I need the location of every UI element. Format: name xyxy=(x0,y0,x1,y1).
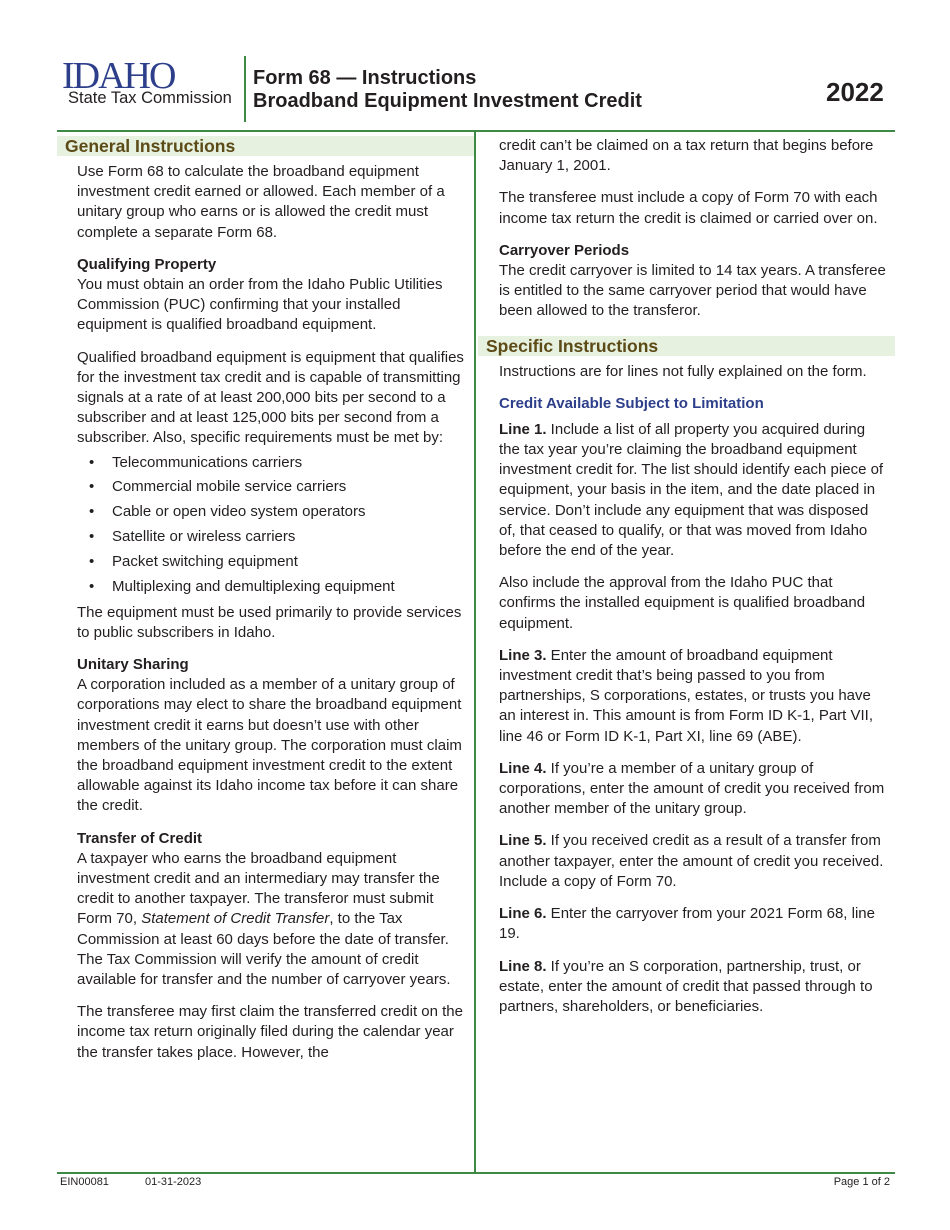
specific-intro-paragraph: Instructions are for lines not fully explained on the form. xyxy=(499,362,867,380)
general-instructions-heading: General Instructions xyxy=(57,136,474,156)
puc-approval-paragraph: Also include the approval from the Idaho PUC that confirms the installed equipment is qualified broadband equipment. xyxy=(499,574,866,632)
header-rule xyxy=(57,130,895,132)
column-divider xyxy=(474,132,476,1172)
credit-available-heading: Credit Available Subject to Limitation xyxy=(499,394,764,412)
qualifying-property-text: You must obtain an order from the Idaho Public Utilities Commission (PUC) confirming that your installed equipment is qualified broadband equipment. xyxy=(77,276,443,334)
list-item: • Packet switching equipment xyxy=(89,552,298,570)
intro-paragraph: Use Form 68 to calculate the broadband equipment investment credit earned or allowed. Each member of a unitary group who earns or is allowed the credit must complete a separate Form 68. xyxy=(77,163,445,241)
bullet-icon: • xyxy=(89,577,95,595)
bullet-icon: • xyxy=(89,453,95,471)
form-year: 2022 xyxy=(826,77,884,107)
bullet-icon: • xyxy=(89,503,95,521)
line-8-instruction: Line 8. If you’re an S corporation, partnership, trust, or estate, enter the amount of credit that passed through to partners, shareholders, or beneficiaries. xyxy=(499,957,873,1015)
carryover-periods-text: The credit carryover is limited to 14 tax years. A transferee is entitled to the same carryover period that would have been allowed to the transferor. xyxy=(499,262,886,320)
list-item: • Multiplexing and demultiplexing equipment xyxy=(89,577,395,595)
idaho-logo xyxy=(60,56,240,116)
qualifying-property-heading: Qualifying Property xyxy=(77,255,217,273)
unitary-sharing-section xyxy=(77,655,468,817)
unitary-sharing-text: A corporation included as a member of a unitary group of corporations may elect to share the broadband equipment investment credit it earns but doesn’t use with other members of the unitary group. The corporation must claim the broadband equipment investment credit to the extent allowable against its Idaho income tax before it can share the credit. xyxy=(77,676,462,815)
line-1-instruction: Line 1. Include a list of all property you acquired during the tax year you’re claiming the broadband equipment investment credit for. The list should identify each piece of equipment, your basis in the item, and the date placed in service. Don’t include any equipment that was disposed of, that ceased to qualify, or that was moved from Idaho before the end of the year. xyxy=(499,420,884,560)
form-70-title: Statement of Credit Transfer xyxy=(141,910,330,928)
footer-date: 01-31-2023 xyxy=(145,1176,202,1188)
transferee-paragraph: The transferee may first claim the transferred credit on the income tax return originally filed during the calendar year the transfer takes place. However, the xyxy=(77,1003,463,1061)
list-item: • Commercial mobile service carriers xyxy=(89,478,347,496)
left-column xyxy=(57,136,474,1075)
footer-form-code: EIN00081 xyxy=(60,1176,109,1188)
specific-instructions-heading: Specific Instructions xyxy=(478,336,895,356)
unitary-sharing-heading: Unitary Sharing xyxy=(77,656,189,674)
header-divider xyxy=(244,56,246,122)
list-item: • Satellite or wireless carriers xyxy=(89,528,296,546)
line-3-instruction: Line 3. Enter the amount of broadband equipment investment credit that’s being passed to you from partnerships, S corporations, estates, or trusts you have an interest in. This amount is from Form ID K-1, Part VII, line 46 or Form ID K-1, Part XI, line 69 (ABE). xyxy=(499,646,874,745)
line-5-instruction: Line 5. If you received credit as a result of a transfer from another taxpayer, enter the amount of credit you received. Include a copy of Form 70. xyxy=(499,832,884,890)
transfer-of-credit-section: Transfer of Credit A taxpayer who earns the broadband equipment investment credit and an intermediary may transfer the credit to another taxpayer. The transferor must submit Form 70, Statement of Credit Transfer, to the Tax Commission at least 60 days before the date of transfer. The Tax Commission will verify the amount of credit available for transfer and the number of carryover years. xyxy=(77,829,468,991)
form-subtitle: Broadband Equipment Investment Credit xyxy=(253,90,642,112)
continued-paragraph: credit can’t be claimed on a tax return that begins before January 1, 2001. xyxy=(499,137,874,175)
primary-use-paragraph: The equipment must be used primarily to provide services to public subscribers in Idaho. xyxy=(77,603,462,641)
bullet-icon: • xyxy=(89,528,95,546)
bullet-icon: • xyxy=(89,478,95,496)
line-4-instruction: Line 4. If you’re a member of a unitary group of corporations, enter the amount of credit you received from another member of the unitary group. xyxy=(499,759,885,818)
list-item: • Cable or open video system operators xyxy=(89,503,366,521)
transfer-of-credit-heading: Transfer of Credit xyxy=(77,829,203,847)
document-header xyxy=(0,0,950,132)
carryover-periods-section xyxy=(499,241,889,322)
bullet-icon: • xyxy=(89,552,95,570)
right-column xyxy=(478,136,895,1029)
list-item: • Telecommunications carriers xyxy=(89,453,303,471)
form-70-copy-paragraph: The transferee must include a copy of Form 70 with each income tax return the credit is claimed or carried over on. xyxy=(499,189,878,227)
requirements-list xyxy=(77,453,468,597)
line-6-instruction: Line 6. Enter the carryover from your 2021 Form 68, line 19. xyxy=(499,905,875,943)
carryover-periods-heading: Carryover Periods xyxy=(499,241,630,259)
form-title: Form 68 — Instructions xyxy=(253,67,477,89)
logo-wordmark: IDAHO xyxy=(62,55,175,97)
qualifying-property-section xyxy=(77,255,468,336)
logo-subtitle: State Tax Commission xyxy=(68,89,232,107)
footer-rule xyxy=(57,1172,895,1174)
qualified-equipment-paragraph: Qualified broadband equipment is equipment that qualifies for the investment tax credit and is capable of transmitting signals at a rate of at least 200,000 bits per second to a subscriber and at least 125,000 bits per second from a subscriber. Also, specific requirements must be met by: xyxy=(77,348,464,447)
footer-page-number: Page 1 of 2 xyxy=(833,1176,890,1188)
